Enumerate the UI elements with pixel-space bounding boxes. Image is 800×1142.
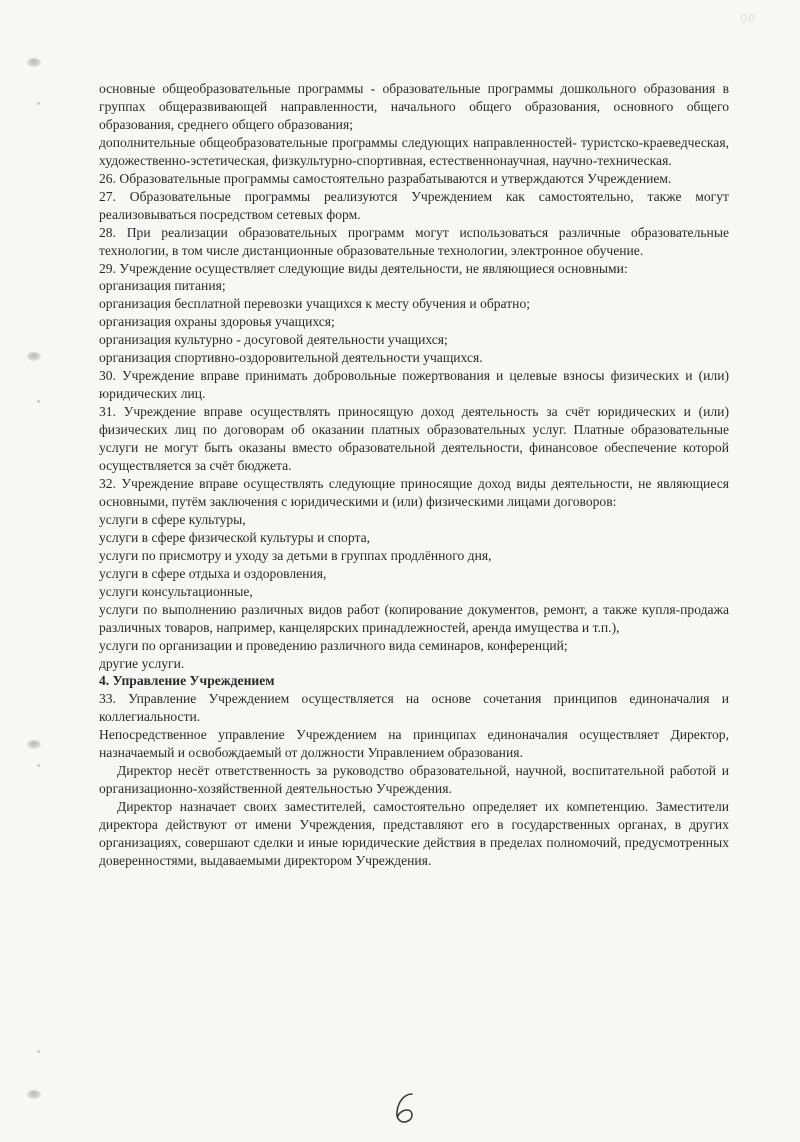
list-item: услуги в сфере культуры,	[99, 511, 246, 527]
handwritten-page-number	[386, 1088, 426, 1128]
paragraph: Директор назначает своих заместителей, самостоятельно определяет их компетенцию. Заместители директора действуют от имени Учреждения, представляют его в государственных органах, в других организациях, совершают сделки и иные юридические действия в пределах полномочий, предусмотренных доверенностями, выдаваемыми директором Учреждения.	[99, 799, 729, 868]
page-number-text: 6	[386, 1088, 387, 1089]
list-item: организация спортивно-оздоровительной деятельности учащихся.	[99, 350, 483, 366]
list-item: услуги по организации и проведению различного вида семинаров, конференций;	[99, 637, 568, 653]
paragraph: 32. Учреждение вправе осуществлять следующие приносящие доход виды деятельности, не являющиеся основными, путём заключения с юридическими и (или) физическими лицами договоров:	[99, 475, 729, 509]
list-item: услуги по выполнению различных видов работ (копирование документов, ремонт, а также купля-продажа различных товаров, например, канцелярских принадлежностей, аренда имущества и т.п.),	[99, 601, 729, 635]
list-item: организация культурно - досуговой деятельности учащихся;	[99, 332, 448, 348]
list-item: организация питания;	[99, 278, 226, 294]
paragraph: дополнительные общеобразовательные программы следующих направленностей- туристско-краеведческая, художественно-эстетическая, физкультурно-спортивная, естественнонаучная, научно-техническая.	[99, 134, 729, 168]
list-item: другие услуги.	[99, 655, 185, 671]
punch-hole-mark	[27, 58, 41, 67]
list-item: услуги по присмотру и уходу за детьми в группах продлённого дня,	[99, 547, 492, 563]
paragraph: 33. Управление Учреждением осуществляется на основе сочетания принципов единоначалия и коллегиальности.	[99, 691, 729, 725]
scan-speck	[37, 400, 40, 403]
paragraph: основные общеобразовательные программы - образовательные программы дошкольного образования в группах общеразвивающей направленности, начального общего образования, основного общего образования, среднего общего образования;	[99, 81, 729, 132]
paragraph: Непосредственное управление Учреждением на принципах единоначалия осуществляет Директор, назначаемый и освобождаемый от должности Управлением образования.	[99, 727, 729, 761]
paragraph: 30. Учреждение вправе принимать добровольные пожертвования и целевые взносы физических и (или) юридических лиц.	[99, 368, 729, 402]
corner-mark: 00	[740, 12, 756, 25]
scan-speck	[37, 102, 40, 105]
list-item: услуги в сфере физической культуры и спорта,	[99, 529, 370, 545]
punch-hole-mark	[27, 352, 41, 361]
paragraph: 28. При реализации образовательных программ могут использоваться различные образовательные технологии, в том числе дистанционные образовательные технологии, электронное обучение.	[99, 224, 729, 258]
paragraph: 31. Учреждение вправе осуществлять приносящую доход деятельность за счёт юридических и (или) физических лиц по договорам об оказании платных образовательных услуг. Платные образовательные услуги не могут быть оказаны вместо образовательной деятельности, финансовое обеспечение которой осуществляется за счёт бюджета.	[99, 404, 729, 474]
paragraph: 27. Образовательные программы реализуются Учреждением как самостоятельно, также могут реализовываться посредством сетевых форм.	[99, 188, 729, 222]
paragraph: 26. Образовательные программы самостоятельно разрабатываются и утверждаются Учреждением.	[99, 170, 672, 186]
paragraph: 29. Учреждение осуществляет следующие виды деятельности, не являющиеся основными:	[99, 260, 628, 276]
punch-hole-mark	[27, 1090, 41, 1099]
list-item: услуги в сфере отдыха и оздоровления,	[99, 565, 327, 581]
list-item: услуги консультационные,	[99, 583, 253, 599]
document-body	[99, 80, 729, 870]
punch-hole-mark	[27, 740, 41, 749]
section-heading: 4. Управление Учреждением	[99, 673, 275, 689]
scan-speck	[37, 764, 40, 767]
list-item: организация охраны здоровья учащихся;	[99, 314, 335, 330]
list-item: организация бесплатной перевозки учащихся к месту обучения и обратно;	[99, 296, 531, 312]
paragraph: Директор несёт ответственность за руководство образовательной, научной, воспитательной работой и организационно-хозяйственной деятельностью Учреждения.	[99, 763, 729, 797]
scan-speck	[37, 1050, 40, 1053]
